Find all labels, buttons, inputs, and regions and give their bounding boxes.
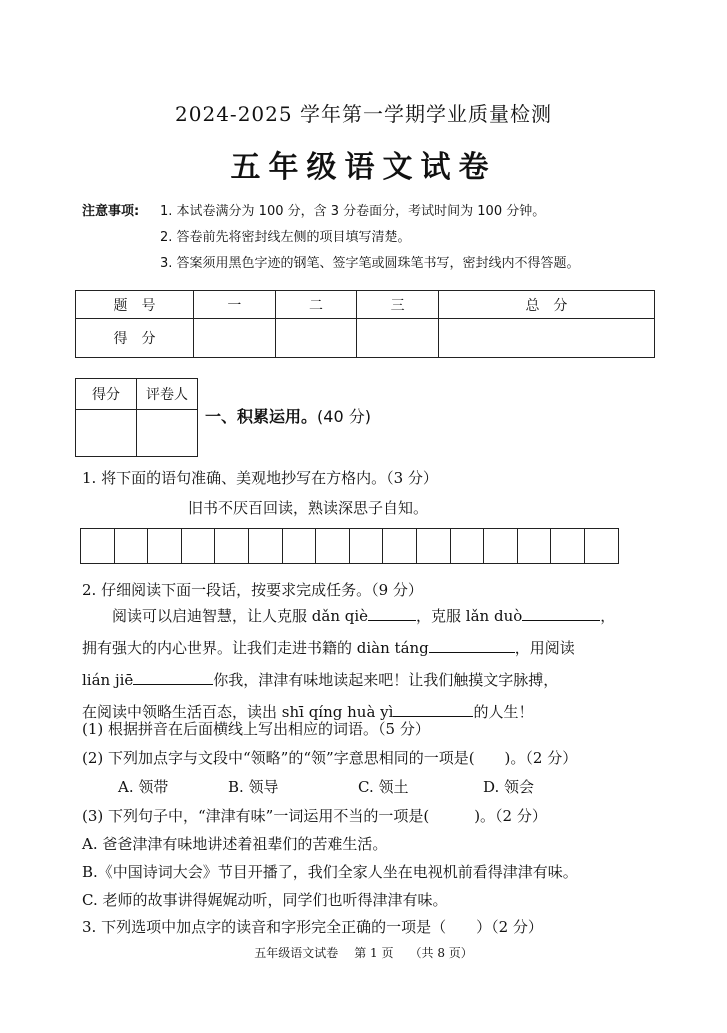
passage-text: ， xyxy=(600,607,616,625)
score-header-cell: 二 xyxy=(275,291,357,319)
q2-sub3: (3) 下列句子中，“津津有味”一词运用不当的一项是( )。（2 分） xyxy=(82,807,547,825)
passage-text: 的人生！ xyxy=(473,703,534,721)
grid-cell[interactable] xyxy=(350,528,384,564)
grid-cell[interactable] xyxy=(115,528,149,564)
score-cell[interactable] xyxy=(275,319,357,358)
passage-text: 拥有强大的内心世界。让我们走进书籍的 diàn táng xyxy=(82,639,429,657)
passage-text: lián jiē xyxy=(82,671,134,689)
score-row-label: 得 分 xyxy=(76,319,194,358)
blank-lian-jie[interactable] xyxy=(133,670,213,685)
grader-name-header: 评卷人 xyxy=(137,379,198,410)
page-footer xyxy=(0,944,727,961)
q2-sub2-options xyxy=(118,776,534,797)
passage-text: 你我，津津有味地读起来吧！让我们触摸文字脉搏， xyxy=(213,671,559,689)
passage-line xyxy=(82,600,642,632)
q2-stem: 2. 仔细阅读下面一段话，按要求完成任务。（9 分） xyxy=(82,581,423,599)
grid-cell[interactable] xyxy=(182,528,216,564)
grader-score-cell[interactable] xyxy=(76,410,137,457)
q1-stem: 1. 将下面的语句准确、美观地抄写在方格内。（3 分） xyxy=(82,469,438,487)
grid-cell[interactable] xyxy=(148,528,182,564)
passage-text: ，用阅读 xyxy=(514,639,575,657)
option-c[interactable]: C. 老师的故事讲得娓娓动听，同学们也听得津津有味。 xyxy=(82,891,448,909)
score-header-cell: 三 xyxy=(357,291,439,319)
exam-subtitle: 五年级语文试卷 xyxy=(230,150,497,185)
grader-table xyxy=(75,378,198,457)
grid-cell[interactable] xyxy=(383,528,417,564)
passage-text: 阅读可以启迪智慧，让人克服 dǎn qiè xyxy=(112,607,369,625)
option-c[interactable]: C. 领土 xyxy=(358,778,409,796)
option-b[interactable]: B. 领导 xyxy=(228,778,279,796)
footer-course: 五年级语文试卷 xyxy=(254,946,339,960)
notes-item-text: 1. 本试卷满分为 100 分，含 3 分卷面分，考试时间为 100 分钟。 xyxy=(160,204,546,219)
q2-sub1: (1) 根据拼音在后面横线上写出相应的词语。（5 分） xyxy=(82,720,430,738)
notes-item-text: 2. 答卷前先将密封线左侧的项目填写清楚。 xyxy=(160,230,411,245)
grid-cell[interactable] xyxy=(518,528,552,564)
grid-cell[interactable] xyxy=(451,528,485,564)
footer-total: （共 8 页） xyxy=(409,946,473,960)
notes-item xyxy=(82,251,580,277)
passage-line xyxy=(82,632,642,664)
section-title-text: 一、积累运用。 xyxy=(205,407,318,426)
score-cell[interactable] xyxy=(438,319,654,358)
exam-title: 2024-2025 学年第一学期学业质量检测 xyxy=(175,102,552,126)
score-header-cell: 一 xyxy=(194,291,276,319)
passage-text: ，克服 lǎn duò xyxy=(416,607,523,625)
grid-cell[interactable] xyxy=(215,528,249,564)
section-points: (40 分) xyxy=(317,407,371,426)
notes-label: 注意事项: xyxy=(82,204,140,219)
notes-item xyxy=(82,225,580,251)
section-1-title xyxy=(205,404,371,427)
score-header-cell: 题 号 xyxy=(76,291,194,319)
option-a[interactable]: A. 爸爸津津有味地讲述着祖辈们的苦难生活。 xyxy=(82,835,388,853)
writing-grid[interactable] xyxy=(80,528,619,564)
q3-stem: 3. 下列选项中加点字的读音和字形完全正确的一项是（ ）（2 分） xyxy=(82,918,543,936)
notes-item xyxy=(82,199,580,225)
score-cell[interactable] xyxy=(194,319,276,358)
blank-dan-qie[interactable] xyxy=(368,606,416,621)
grid-cell[interactable] xyxy=(484,528,518,564)
grader-score-header: 得分 xyxy=(76,379,137,410)
grid-cell[interactable] xyxy=(316,528,350,564)
q1-sentence: 旧书不厌百回读，熟读深思子自知。 xyxy=(188,499,429,517)
option-b[interactable]: B.《中国诗词大会》节目开播了，我们全家人坐在电视机前看得津津有味。 xyxy=(82,863,578,881)
notes xyxy=(82,199,580,277)
grid-cell[interactable] xyxy=(249,528,283,564)
score-header-cell: 总 分 xyxy=(438,291,654,319)
q2-passage xyxy=(82,600,642,728)
blank-dian-tang[interactable] xyxy=(429,638,515,653)
score-cell[interactable] xyxy=(357,319,439,358)
footer-page: 第 1 页 xyxy=(354,946,394,960)
blank-shi-qing-hua-yi[interactable] xyxy=(393,702,473,717)
passage-line xyxy=(82,664,642,696)
option-a[interactable]: A. 领带 xyxy=(118,778,169,796)
option-d[interactable]: D. 领会 xyxy=(483,778,535,796)
grader-name-cell[interactable] xyxy=(137,410,198,457)
notes-item-text: 3. 答案须用黑色字迹的钢笔、签字笔或圆珠笔书写，密封线内不得答题。 xyxy=(160,256,580,271)
score-table xyxy=(75,290,655,358)
grid-cell[interactable] xyxy=(81,528,115,564)
blank-lan-duo[interactable] xyxy=(522,606,600,621)
grid-cell[interactable] xyxy=(283,528,317,564)
grid-cell[interactable] xyxy=(551,528,585,564)
passage-text: 在阅读中领略生活百态，读出 shī qíng huà yì xyxy=(82,703,394,721)
q2-sub2: (2) 下列加点字与文段中“领略”的“领”字意思相同的一项是( )。（2 分） xyxy=(82,749,578,767)
grid-cell[interactable] xyxy=(585,528,619,564)
grid-cell[interactable] xyxy=(417,528,451,564)
